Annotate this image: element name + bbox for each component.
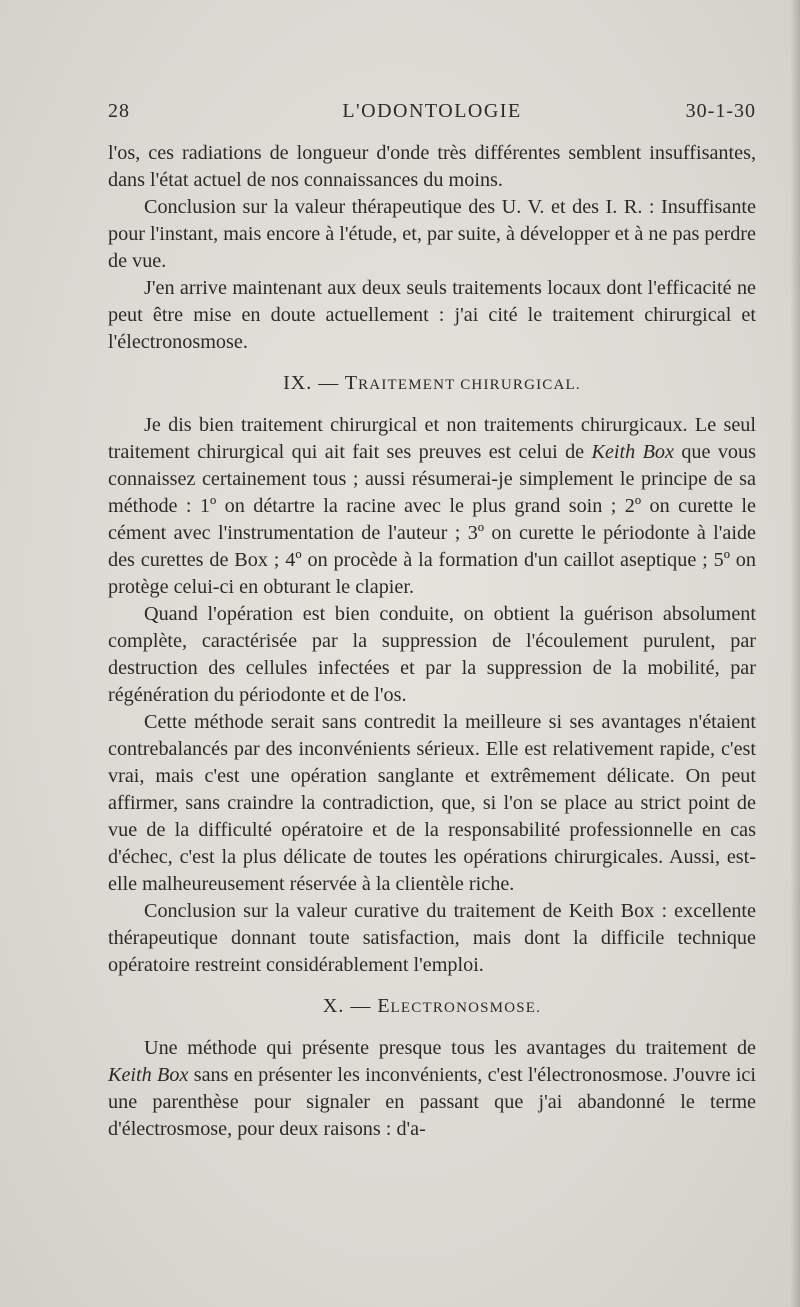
text-run: Je dis bien traitement chirurgical et non traitements chirurgicaux. Le seul traitement chirurgical qui ait fait ses preuves est celui de: [108, 414, 756, 463]
paragraph: Quand l'opération est bien conduite, on obtient la guérison absolument complète, caractérisée par la suppression de l'écoulement purulent, par destruction des cellules infectées et par la suppression de la mobilité, par régénération du périodonte et de l'os.: [108, 603, 756, 706]
paragraph: Cette méthode serait sans contredit la meilleure si ses avantages n'étaient contrebalancés par des inconvénients sérieux. Elle est relativement rapide, c'est vrai, mais c'est une opération sanglante et extrêmement délicate. On peut affirmer, sans craindre la contradiction, que, si l'on se place au strict point de vue de la difficulté opératoire et de la responsabilité professionnelle en cas d'échec, c'est la plus délicate de toutes les opérations chirurgicales. Aussi, est-elle malheureusement réservée à la clientèle riche.: [108, 711, 756, 895]
paragraph: [108, 412, 756, 601]
page-edge-shadow: [790, 0, 800, 1307]
section-number: X. —: [322, 995, 378, 1017]
section-number: IX. —: [283, 372, 345, 394]
paragraph: J'en arrive maintenant aux deux seuls traitements locaux dont l'efficacité ne peut être mise en doute actuellement : j'ai cité le traitement chirurgical et l'électronosmose.: [108, 277, 756, 353]
section-heading-ix: [108, 370, 756, 398]
section-title-initial: T: [344, 372, 359, 394]
section-title: RAITEMENT CHIRURGICAL.: [358, 377, 581, 393]
text-run: Une méthode qui présente presque tous les avantages du traitement de: [144, 1037, 756, 1059]
text-run: sans en présenter les inconvénients, c'est l'électronosmose. J'ouvre ici une parenthèse pour signaler en passant que j'ai abandonné le terme d'électrosmose, pour deux raisons : d'a-: [108, 1064, 756, 1140]
paragraph: Conclusion sur la valeur curative du traitement de Keith Box : excellente thérapeutique donnant toute satisfaction, mais dont la difficile technique opératoire restreint considérablement l'emploi.: [108, 900, 756, 976]
paragraph: Conclusion sur la valeur thérapeutique des U. V. et des I. R. : Insuffisante pour l'instant, mais encore à l'étude, et, par suite, à développer et à ne pas perdre de vue.: [108, 196, 756, 272]
paragraph: [108, 1035, 756, 1143]
author-name: Keith Box: [108, 1064, 189, 1086]
section-title-initial: E: [377, 995, 391, 1017]
journal-title: L'ODONTOLOGIE: [342, 100, 522, 122]
running-header: [108, 100, 756, 128]
author-name: Keith Box: [591, 441, 674, 463]
section-title: LECTRONOSMOSE.: [390, 1000, 542, 1016]
body-text: [108, 140, 756, 1143]
page-number: 28: [108, 100, 130, 122]
section-heading-x: [108, 993, 756, 1021]
issue-date: 30-1-30: [685, 100, 756, 122]
paragraph: l'os, ces radiations de longueur d'onde très différentes semblent insuffisantes, dans l'état actuel de nos connaissances du moins.: [108, 142, 756, 191]
text-run: que vous connaissez certainement tous ; aussi résumerai-je simplement le principe de sa méthode : 1º on détartre la racine avec le plus grand soin ; 2º on curette le cément avec l'instrumentation de l'auteur ; 3º on curette le périodonte à l'aide des curettes de Box ; 4º on procède à la formation d'un caillot aseptique ; 5º on protège celui-ci en obturant le clapier.: [108, 441, 756, 598]
